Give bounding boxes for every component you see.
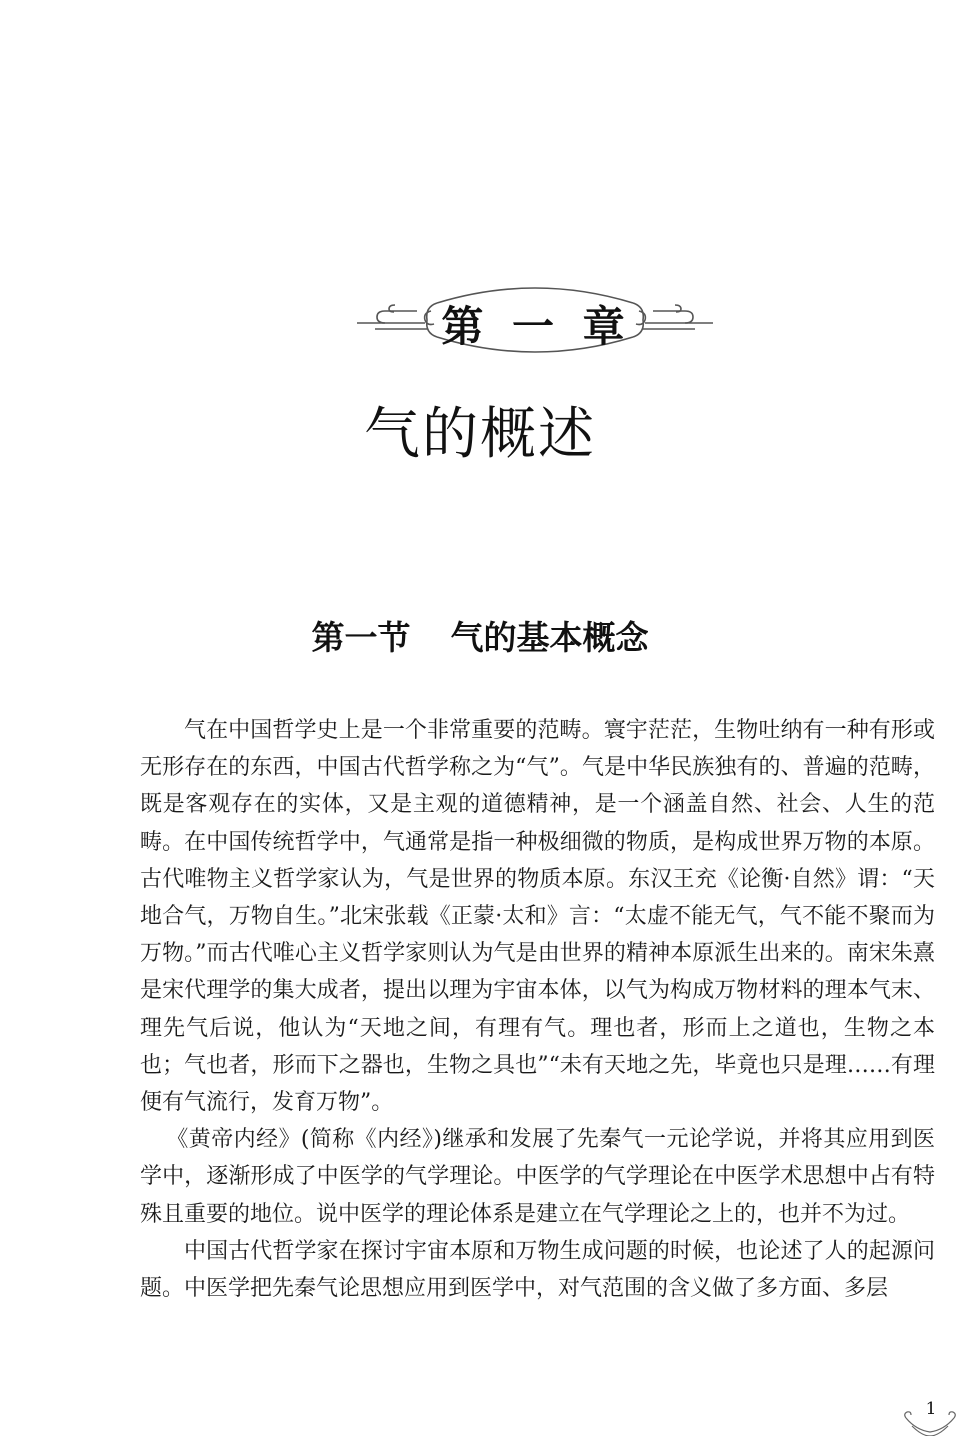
section-title: 气的基本概念	[450, 618, 649, 657]
paragraph: 中国古代哲学家在探讨宇宙本原和万物生成问题的时候，也论述了人的起源问题。中医学把先秦气论思想应用到医学中，对气范围的含义做了多方面、多层	[140, 1238, 935, 1302]
paragraph: 《黄帝内经》(简称《内经》)继承和发展了先秦气一元论学说，并将其应用到医学中，逐渐形成了中医学的气学理论。中医学的气学理论在中医学术思想中占有特殊且重要的地位。说中医学的理论体系是建立在气学理论之上的，也并不为过。	[140, 1127, 935, 1227]
chapter-banner	[355, 285, 715, 355]
chapter-label: 第 一 章	[441, 302, 629, 351]
paragraph: 气在中国哲学史上是一个非常重要的范畴。寰宇茫茫，生物吐纳有一种有形或无形存在的东西，中国古代哲学称之为“气”。气是中华民族独有的、普遍的范畴，既是客观存在的实体，又是主观的道德精神，是一个涵盖自然、社会、人生的范畴。在中国传统哲学中，气通常是指一种极细微的物质，是构成世界万物的本原。古代唯物主义哲学家认为，气是世界的物质本原。东汉王充《论衡·自然》谓：“天地合气，万物自生。”北宋张载《正蒙·太和》言：“太虚不能无气，气不能不聚而为万物。”而古代唯心主义哲学家则认为气是由世界的精神本原派生出来的。南宋朱熹是宋代理学的集大成者，提出以理为宇宙本体，以气为构成万物材料的理本气末、理先气后说，他认为“天地之间，有理有气。理也者，形而上之道也，生物之本也；气也者，形而下之器也，生物之具也”“未有天地之先，毕竟也只是理……有理便有气流行，发育万物”。	[140, 718, 935, 1116]
page-number: 1	[925, 1399, 937, 1419]
section-heading	[0, 612, 960, 659]
body-text	[140, 712, 935, 1307]
section-number: 第一节	[311, 618, 411, 657]
chapter-title: 气的概述	[364, 402, 596, 467]
